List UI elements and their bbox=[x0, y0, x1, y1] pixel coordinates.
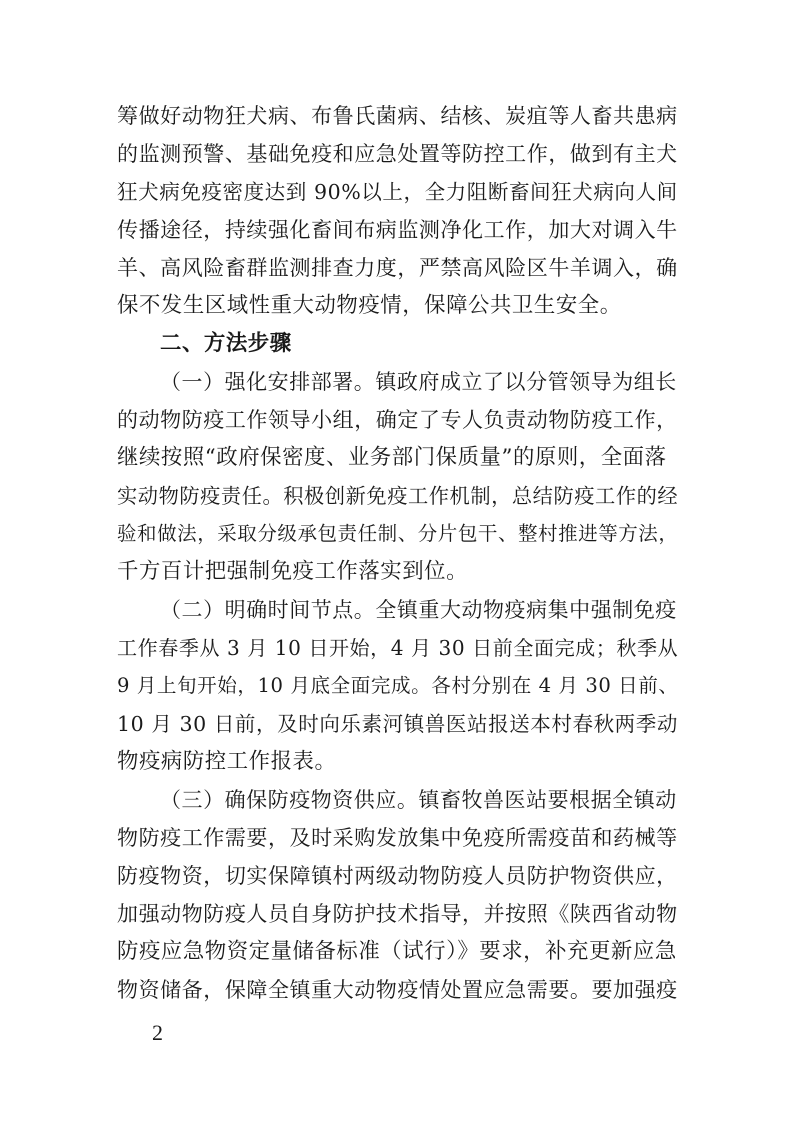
body-text-line: 筹做好动物狂犬病、布鲁氏菌病、结核、炭疽等人畜共患病 bbox=[117, 103, 678, 128]
body-text-line: 9 月上旬开始，10 月底全面完成。各村分别在 4 月 30 日前、 bbox=[117, 674, 679, 697]
body-text-line: 保不发生区域性重大动物疫情，保障公共卫生安全。 bbox=[117, 293, 622, 318]
paragraph-first-line: （一）强化安排部署。镇政府成立了以分管领导为组长 bbox=[160, 370, 677, 394]
body-text-line: 传播途径，持续强化畜间布病监测净化工作，加大对调入牛 bbox=[117, 217, 678, 242]
body-text-line: 物防疫工作需要，及时采购发放集中免疫所需疫苗和药械等 bbox=[117, 825, 678, 850]
body-text-line: 加强动物防疫人员自身防护技术指导，并按照《陕西省动物 bbox=[117, 901, 678, 926]
body-text-line: 验和做法，采取分级承包责任制、分片包干、整村推进等方法， bbox=[117, 522, 679, 545]
body-text-line: 继续按照“政府保密度、业务部门保质量”的原则，全面落 bbox=[117, 445, 667, 470]
paragraph-first-line: （三）确保防疫物资供应。镇畜牧兽医站要根据全镇动 bbox=[160, 788, 677, 812]
body-text-line: 物资储备，保障全镇重大动物疫情处置应急需要。要加强疫 bbox=[117, 977, 678, 1002]
body-text-line: 物疫病防控工作报表。 bbox=[117, 749, 337, 774]
page-number: 2 bbox=[152, 1020, 163, 1045]
body-text-line: 防疫物资，切实保障镇村两级动物防疫人员防护物资供应， bbox=[117, 863, 678, 888]
body-text-line: 防疫应急物资定量储备标准（试行）》要求，补充更新应急 bbox=[117, 939, 677, 964]
section-heading: 二、方法步骤 bbox=[160, 331, 292, 356]
body-text-line: 工作春季从 3 月 10 日开始，4 月 30 日前全面完成；秋季从 bbox=[117, 636, 679, 660]
body-text-line: 狂犬病免疫密度达到 90%以上，全力阻断畜间狂犬病向人间 bbox=[117, 180, 678, 204]
body-text-line: 的动物防疫工作领导小组，确定了专人负责动物防疫工作， bbox=[117, 407, 678, 432]
body-text-line: 的监测预警、基础免疫和应急处置等防控工作，做到有主犬 bbox=[117, 141, 678, 166]
body-text-line: 10 月 30 日前，及时向乐素河镇兽医站报送本村春秋两季动 bbox=[117, 712, 678, 736]
body-text-line: 千方百计把强制免疫工作落实到位。 bbox=[117, 559, 469, 584]
body-text-line: 羊、高风险畜群监测排查力度，严禁高风险区牛羊调入，确 bbox=[117, 255, 678, 280]
paragraph-first-line: （二）明确时间节点。全镇重大动物疫病集中强制免疫 bbox=[160, 598, 677, 622]
body-text-line: 实动物防疫责任。积极创新免疫工作机制，总结防疫工作的经 bbox=[117, 484, 679, 508]
